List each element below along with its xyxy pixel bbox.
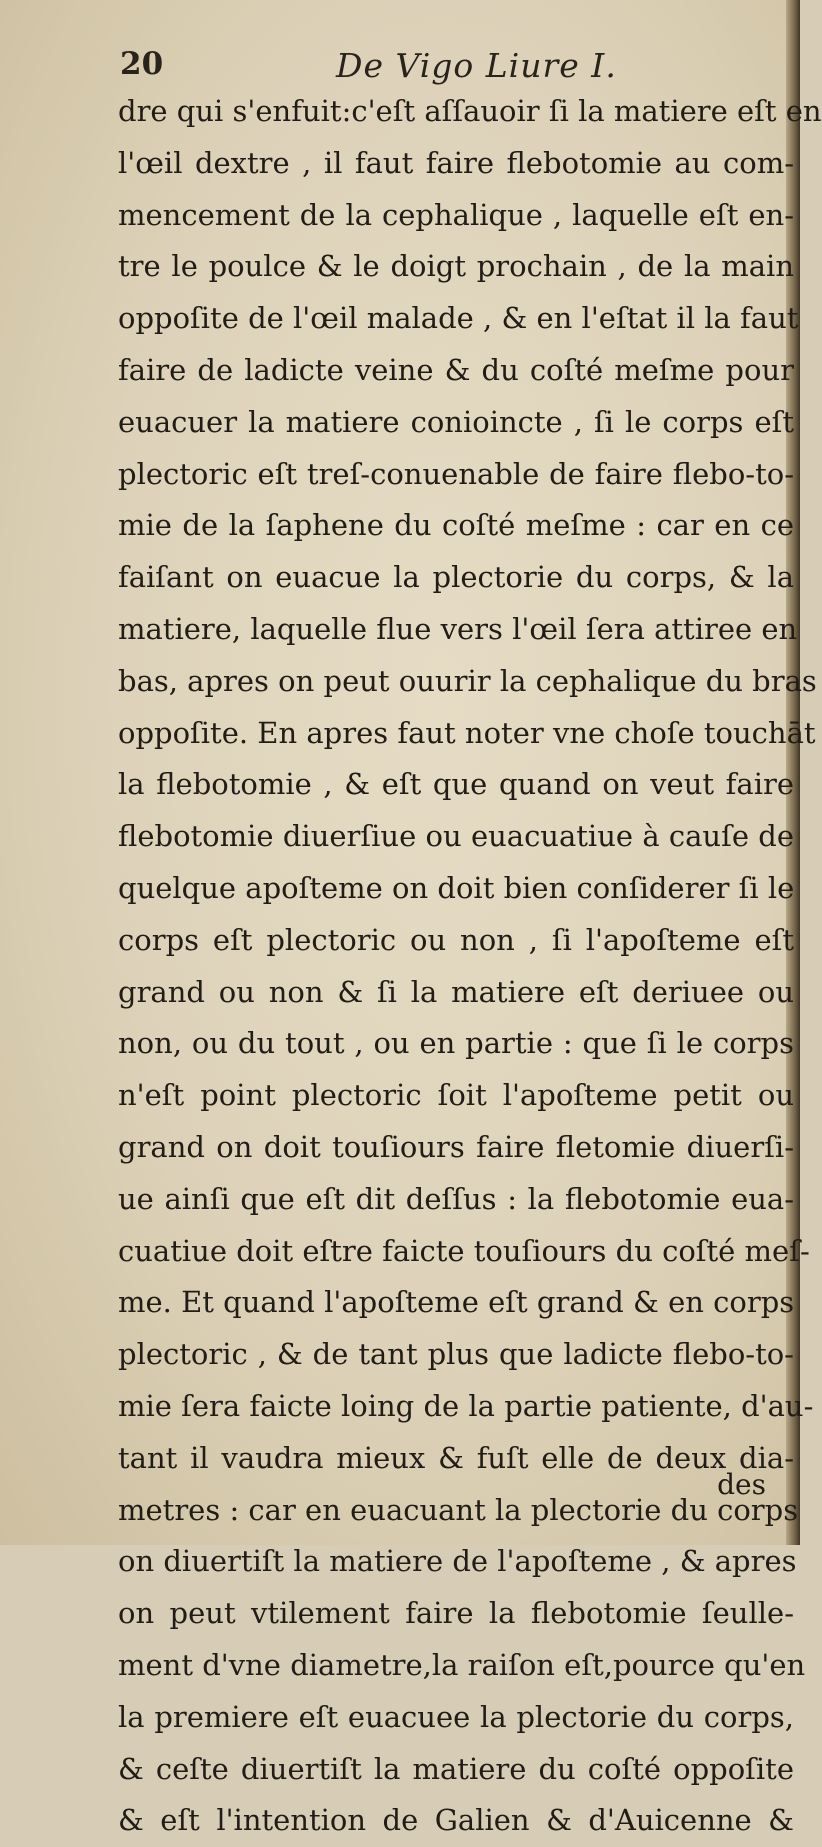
catchword: des — [717, 1468, 766, 1501]
text-line: grand ou non & ſi la matiere eſt deriuee ou — [118, 974, 794, 1009]
text-line: oppoſite de l'œil malade , & en l'eſtat il la faut — [118, 301, 799, 336]
text-line: & ceſte diuertiſt la matiere du coſté oppoſite — [118, 1751, 794, 1786]
text-line: plectoric eſt treſ-conuenable de faire flebo-to- — [118, 456, 794, 491]
text-line: non, ou du tout , ou en partie : que ſi le corps — [118, 1026, 794, 1061]
text-line: & eſt l'intention de Galien & d'Auicenne & — [118, 1803, 794, 1838]
text-line: mencement de la cephalique , laquelle eſt en- — [118, 197, 794, 232]
running-title: De Vigo Liure I. — [336, 46, 617, 85]
text-line: grand on doit touſiours faire fletomie diuerſi- — [118, 1129, 794, 1164]
text-line: la premiere eſt euacuee la plectorie du corps, — [118, 1699, 794, 1734]
text-line: n'eſt point plectoric ſoit l'apoſteme petit ou — [118, 1078, 794, 1113]
text-line: ment d'vne diametre,la raiſon eſt,pource qu'en — [118, 1647, 806, 1682]
text-line: corps eſt plectoric ou non , ſi l'apoſteme eſt — [118, 922, 794, 957]
text-line: l'œil dextre , il faut faire flebotomie au com- — [118, 145, 794, 180]
text-line: euacuer la matiere conioincte , ſi le corps eſt — [118, 404, 794, 439]
text-line: plectoric , & de tant plus que ladicte flebo-to- — [118, 1337, 794, 1372]
text-line: oppoſite. En apres faut noter vne choſe touchāt — [118, 715, 816, 750]
body-text — [118, 86, 822, 1847]
text-line: cuatiue doit eſtre faicte touſiours du coſté meſ- — [118, 1233, 810, 1268]
text-line: matiere, laquelle flue vers l'œil ſera attiree en — [118, 611, 798, 646]
text-line: metres : car en euacuant la plectorie du corps — [118, 1492, 799, 1527]
text-line: me. Et quand l'apoſteme eſt grand & en corps — [118, 1285, 795, 1320]
text-line: bas, apres on peut ouurir la cephalique du bras — [118, 663, 817, 698]
text-line: on diuertiſt la matiere de l'apoſteme , & apres — [118, 1544, 797, 1579]
text-line: on peut vtilement faire la flebotomie ſeulle- — [118, 1596, 794, 1631]
page-number: 20 — [120, 46, 164, 82]
text-line: flebotomie diuerſiue ou euacuatiue à cauſe de — [118, 819, 794, 854]
text-line: tre le poulce & le doigt prochain , de la main — [118, 249, 794, 284]
page-header — [120, 46, 760, 88]
text-line: la flebotomie , & eſt que quand on veut faire — [118, 767, 794, 802]
text-line: ue ainſi que eſt dit deſſus : la flebotomie eua- — [118, 1181, 794, 1216]
text-line: mie ſera faicte loing de la partie patiente, d'au- — [118, 1388, 814, 1423]
text-line: quelque apoſteme on doit bien conſiderer ſi le — [118, 870, 795, 905]
text-line: mie de la ſaphene du coſté meſme : car en ce — [118, 508, 794, 543]
text-line: faiſant on euacue la plectorie du corps, & la — [118, 560, 794, 595]
text-line: faire de ladicte veine & du coſté meſme pour — [118, 352, 794, 387]
text-line: tant il vaudra mieux & fuſt elle de deux dia- — [118, 1440, 794, 1475]
text-line: dre qui s'enfuit:c'eſt aſſauoir ſi la matiere eſt en — [118, 94, 822, 128]
